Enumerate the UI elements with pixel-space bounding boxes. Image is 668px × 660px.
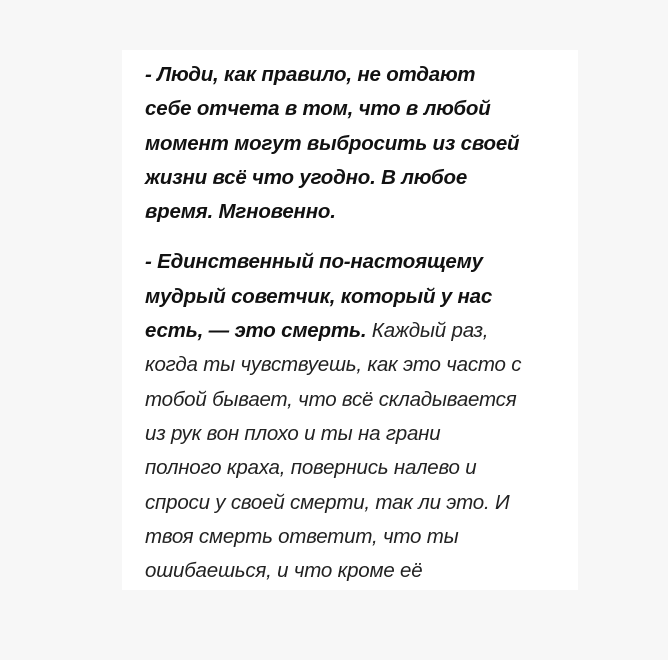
text-line	[145, 245, 570, 279]
text-span: время. Мгновенно.	[145, 200, 336, 224]
text-line	[145, 314, 570, 348]
text-span: твоя смерть ответит, что ты	[145, 524, 459, 548]
text-span: полного краха, повернись налево и	[145, 456, 477, 480]
text-line	[145, 348, 570, 382]
text-line	[145, 451, 570, 485]
paragraph-2	[145, 245, 570, 588]
text-span: момент могут выбросить из своей	[145, 131, 520, 155]
text-line	[145, 417, 570, 451]
text-line	[145, 127, 570, 161]
paragraph-1	[145, 58, 570, 229]
text-span: ошибаешься, и что кроме её	[145, 559, 423, 583]
text-line	[145, 92, 570, 126]
text-line	[145, 161, 570, 195]
text-line	[145, 280, 570, 314]
text-span: тобой бывает, что всё складывается	[145, 387, 517, 411]
text-span: когда ты чувствуешь, как это часто с	[145, 353, 522, 377]
text-line	[145, 58, 570, 92]
text-span: из рук вон плохо и ты на грани	[145, 421, 441, 445]
text-span: - Люди, как правило, не отдают	[145, 63, 476, 86]
text-span: жизни всё что угодно. В любое	[145, 165, 468, 189]
text-span: спроси у своей смерти, так ли это. И	[145, 490, 510, 514]
document-page	[122, 50, 578, 590]
quote-text	[145, 58, 570, 588]
text-line	[145, 383, 570, 417]
text-span: - Единственный по-настоящему	[145, 250, 483, 274]
text-line	[145, 554, 570, 588]
text-line	[145, 520, 570, 554]
text-span: себе отчета в том, что в любой	[145, 97, 491, 121]
text-span: мудрый советчик, который у нас	[145, 284, 493, 308]
text-span: есть, — это смерть.	[145, 319, 367, 343]
text-line	[145, 486, 570, 520]
text-line	[145, 195, 570, 229]
text-span: Каждый раз,	[366, 319, 489, 343]
